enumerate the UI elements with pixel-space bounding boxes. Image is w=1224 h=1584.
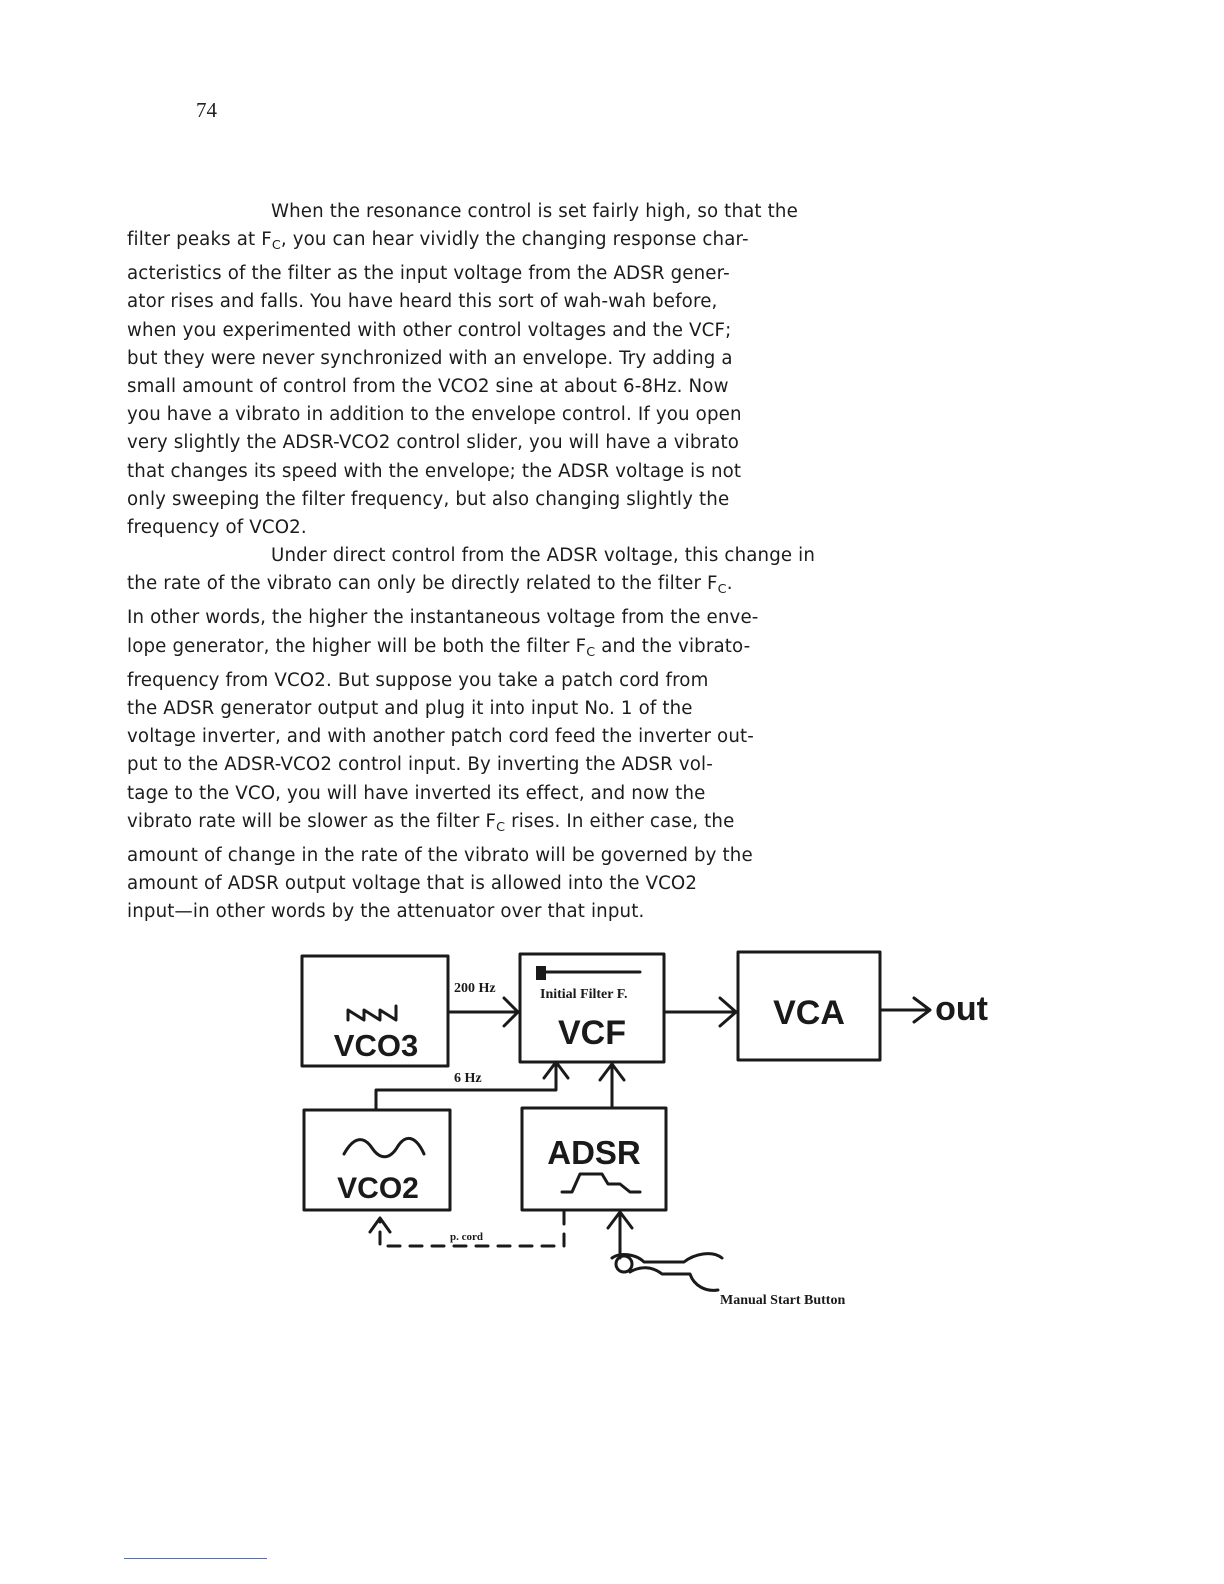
freq-200-label: 200 Hz [454,981,496,996]
vca-label: VCA [773,994,845,1032]
arrow-up-icon [370,1218,390,1232]
patch-diagram [290,940,1010,1330]
hand-icon-lower [630,1268,718,1291]
paragraph-2: Under direct control from the ADSR voltage, this change in the rate of the vibrato can only be directly related to the filter $F_C$. In other words, the higher the instantaneous voltage from the enve- lope generator, the higher will be both the filter $F_C$ and the vibrato- frequency from VCO2. But suppose you take a patch cord from the ADSR generator output and plug it into input No. 1 of the voltage inverter, and with another patch cord feed the inverter out- put to the ADSR-VCO2 control input. By inverting the ADSR vol- tage to the VCO, you will have inverted its effect, and now the vibrato rate will be slower as the filter $F_C$ rises. In either case, the amount of change in the rate of the vibrato will be governed by the amount of ADSR output voltage that is allowed into the VCO2 input—in other words by the attenuator over that input. [127,545,816,923]
manual-start-label: Manual Start Button [720,1293,846,1308]
sine-wave-icon [344,1138,424,1156]
out-label: out [935,990,988,1028]
body-text [127,198,869,926]
vco3-label: VCO3 [333,1028,419,1063]
adsr-label: ADSR [547,1134,641,1171]
paragraph-1: When the resonance control is set fairly high, so that the filter peaks at $F_C$, you can hear vividly the changing response char- acteristics of the filter as the input voltage from the ADSR gener- ator rises and falls. You have heard this sort of wah-wah before, when you experimented with other control voltages and the VCF; but they were never synchronized with an envelope. Try adding a small amount of control from the VCO2 sine at about 6-8Hz. Now you have a vibrato in addition to the envelope control. If you open very slightly the ADSR-VCO2 control slider, you will have a vibrato that changes its speed with the envelope; the ADSR voltage is not only sweeping the filter frequency, but also changing slightly the frequency of VCO2. [127,201,798,539]
footnote-rule [124,1558,267,1559]
patch-diagram-svg [290,940,1010,1330]
slider-knob-icon [536,966,546,980]
vco2-label: VCO2 [337,1172,419,1205]
page-number: 74 [196,98,217,122]
sawtooth-wave-icon [348,1006,396,1020]
patch-cord-label: p. cord [450,1231,483,1243]
initial-filter-label: Initial Filter F. [540,987,628,1002]
freq-6-label: 6 Hz [454,1071,482,1086]
envelope-shape-icon [562,1174,640,1192]
vcf-label: VCF [558,1014,626,1052]
manual-start-button-icon [616,1256,632,1272]
